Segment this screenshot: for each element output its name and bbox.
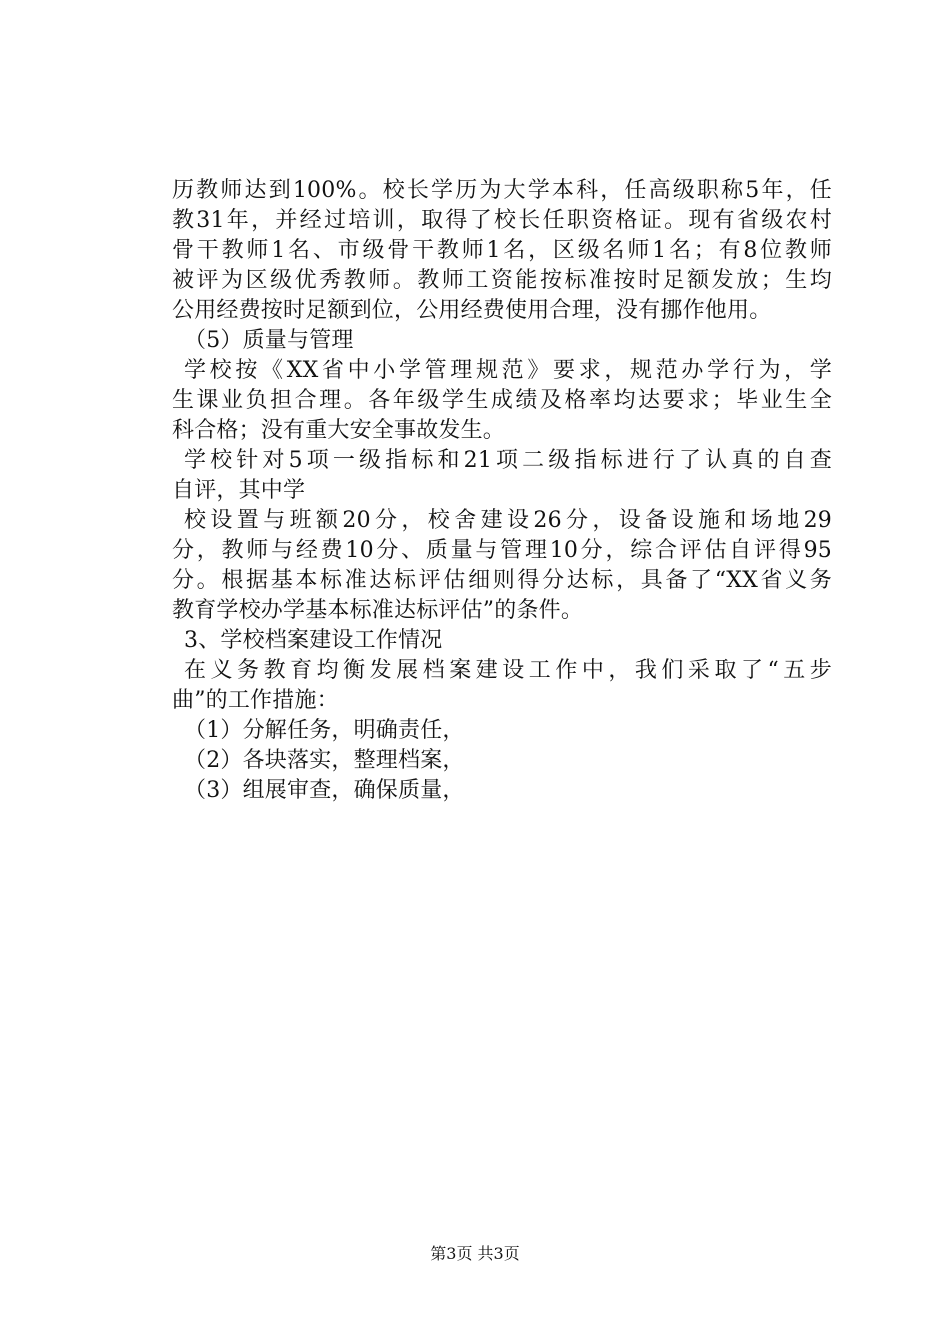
document-body bbox=[172, 176, 832, 806]
text-line: 学校针对5项一级指标和21项二级指标进行了认真的自查 bbox=[184, 448, 832, 473]
text-line: 曲”的工作措施： bbox=[172, 688, 339, 713]
list-item: （2）各块落实，整理档案， bbox=[184, 748, 465, 773]
text-line: 教育学校办学基本标准达标评估”的条件。 bbox=[172, 598, 584, 623]
text-line: 自评，其中学 bbox=[172, 478, 306, 503]
text-line: 生课业负担合理。各年级学生成绩及格率均达要求；毕业生全 bbox=[172, 388, 832, 413]
page-number-footer: 第3页 共3页 bbox=[430, 1244, 520, 1263]
list-item: （1）分解任务，明确责任， bbox=[184, 718, 465, 743]
text-line: 历教师达到100%。校长学历为大学本科，任高级职称5年，任 bbox=[172, 178, 832, 203]
text-line: 骨干教师1名、市级骨干教师1名，区级名师1名；有8位教师 bbox=[172, 238, 832, 263]
text-line: 被评为区级优秀教师。教师工资能按标准按时足额发放；生均 bbox=[172, 268, 832, 293]
text-line: 教31年，并经过培训，取得了校长任职资格证。现有省级农村 bbox=[172, 208, 832, 233]
section-heading: （5）质量与管理 bbox=[184, 328, 354, 353]
text-line: 学校按《XX省中小学管理规范》要求，规范办学行为，学 bbox=[184, 358, 832, 383]
section-heading: 3、学校档案建设工作情况 bbox=[184, 628, 443, 653]
text-line: 公用经费按时足额到位，公用经费使用合理，没有挪作他用。 bbox=[172, 298, 772, 323]
text-line: 科合格；没有重大安全事故发生。 bbox=[172, 418, 506, 443]
text-line: 分。根据基本标准达标评估细则得分达标，具备了“XX省义务 bbox=[172, 568, 832, 593]
text-line: 校设置与班额20分，校舍建设26分，设备设施和场地29 bbox=[184, 508, 832, 533]
text-line: 分，教师与经费10分、质量与管理10分，综合评估自评得95 bbox=[172, 538, 832, 563]
list-item: （3）组展审查，确保质量， bbox=[184, 778, 465, 803]
text-line: 在义务教育均衡发展档案建设工作中，我们采取了“五步 bbox=[184, 658, 832, 683]
